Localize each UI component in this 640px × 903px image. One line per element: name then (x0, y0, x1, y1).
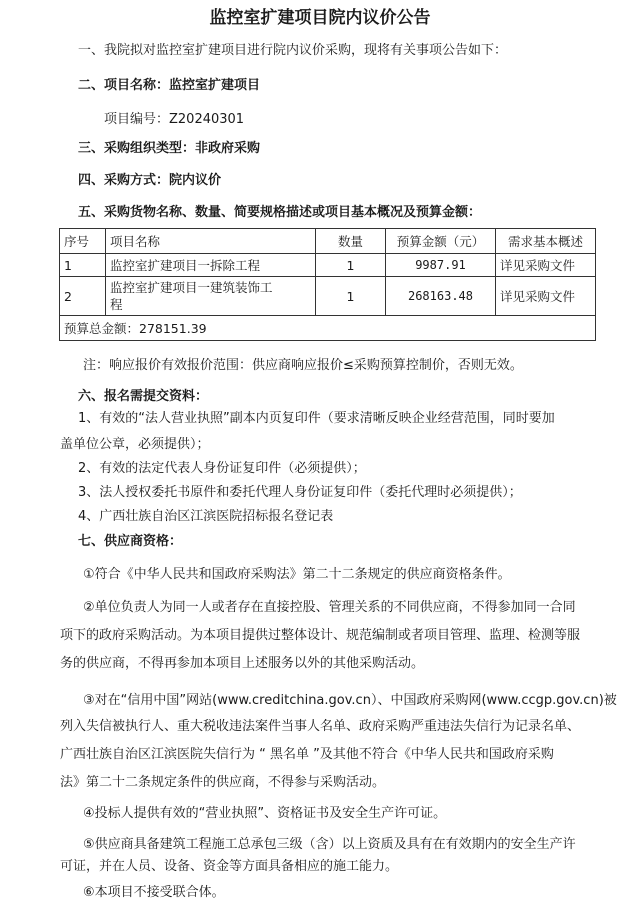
method-heading: 四、采购方式：院内议价 (78, 173, 222, 188)
project-name-heading: 二、项目名称：监控室扩建项目 (78, 78, 261, 93)
header-qty: 数量 (316, 229, 386, 254)
header-desc: 需求基本概述 (496, 229, 596, 254)
cell-name (106, 277, 316, 316)
header-name: 项目名称 (106, 229, 316, 254)
qual-line: ⑤供应商具备建筑工程施工总承包三级（含）以上资质及具有在有效期内的安全生产许 (83, 837, 576, 852)
table-row (60, 254, 596, 277)
procurement-table (59, 228, 596, 341)
total-budget: 预算总金额：278151.39 (60, 316, 596, 341)
cell-no: 2 (60, 277, 106, 316)
sign-item-1: 1、有效的“法人营业执照”副本内页复印件（要求清晰反映企业经营范围，同时要加 (78, 411, 555, 426)
qual-line: ④投标人提供有效的“营业执照”、资格证书及安全生产许可证。 (83, 806, 447, 821)
table-total-row (60, 316, 596, 341)
cell-name-line-1: 监控室扩建项目一建筑装饰工 (110, 280, 273, 295)
qual-line: ①符合《中华人民共和国政府采购法》第二十二条规定的供应商资格条件。 (83, 567, 511, 582)
cell-desc: 详见采购文件 (496, 277, 596, 316)
intro-paragraph: 一、我院拟对监控室扩建项目进行院内议价采购，现将有关事项公告如下： (78, 43, 508, 58)
cell-desc: 详见采购文件 (496, 254, 596, 277)
sign-heading: 六、报名需提交资料： (78, 389, 209, 404)
cell-name: 监控室扩建项目一拆除工程 (106, 254, 316, 277)
project-number: 项目编号：Z20240301 (104, 112, 245, 127)
table-header-row (60, 229, 596, 254)
qual-line: 务的供应商，不得再参加本项目上述服务以外的其他采购活动。 (60, 656, 425, 671)
header-budget: 预算金额（元） (386, 229, 496, 254)
qual-heading: 七、供应商资格： (78, 534, 183, 549)
cell-qty: 1 (316, 254, 386, 277)
table-row (60, 277, 596, 316)
header-no: 序号 (60, 229, 106, 254)
sign-item-3: 3、法人授权委托书原件和委托代理人身份证复印件（委托代理时必须提供）； (78, 485, 522, 500)
qual-line: 法》第二十二条规定条件的供应商，不得参与采购活动。 (60, 775, 386, 790)
qual-line: 可证，并在人员、设备、资金等方面具备相应的施工能力。 (60, 859, 399, 874)
qual-line: 广西壮族自治区江滨医院失信行为 “ 黑名单 ”及其他不符合《中华人民共和国政府采购 (60, 747, 554, 762)
sign-item-1-cont: 盖单位公章，必须提供）； (60, 437, 210, 452)
qual-line: ②单位负责人为同一人或者存在直接控股、管理关系的不同供应商，不得参加同一合同 (83, 600, 576, 615)
qual-line: 项下的政府采购活动。为本项目提供过整体设计、规范编制或者项目管理、监理、检测等服 (60, 628, 581, 643)
cell-no: 1 (60, 254, 106, 277)
qual-line: 列入失信被执行人、重大税收违法案件当事人名单、政府采购严重违法失信行为记录名单、 (60, 719, 581, 734)
qual-line: ⑥本项目不接受联合体。 (83, 885, 225, 900)
org-type-heading: 三、采购组织类型：非政府采购 (78, 141, 261, 156)
cell-qty: 1 (316, 277, 386, 316)
goods-heading: 五、采购货物名称、数量、简要规格描述或项目基本概况及预算金额： (78, 205, 482, 220)
cell-budget: 268163.48 (386, 277, 496, 316)
qual-line: ③对在“信用中国”网站(www.creditchina.gov.cn）、中国政府采购网(www.ccgp.gov.cn)被 (83, 693, 617, 708)
cell-budget: 9987.91 (386, 254, 496, 277)
sign-item-2: 2、有效的法定代表人身份证复印件（必须提供）； (78, 461, 366, 476)
page-title: 监控室扩建项目院内议价公告 (209, 8, 431, 28)
sign-item-4: 4、广西壮族自治区江滨医院招标报名登记表 (78, 509, 334, 524)
cell-name-line-2: 程 (110, 297, 123, 312)
price-note: 注：响应报价有效报价范围：供应商响应报价≤采购预算控制价，否则无效。 (83, 358, 523, 373)
